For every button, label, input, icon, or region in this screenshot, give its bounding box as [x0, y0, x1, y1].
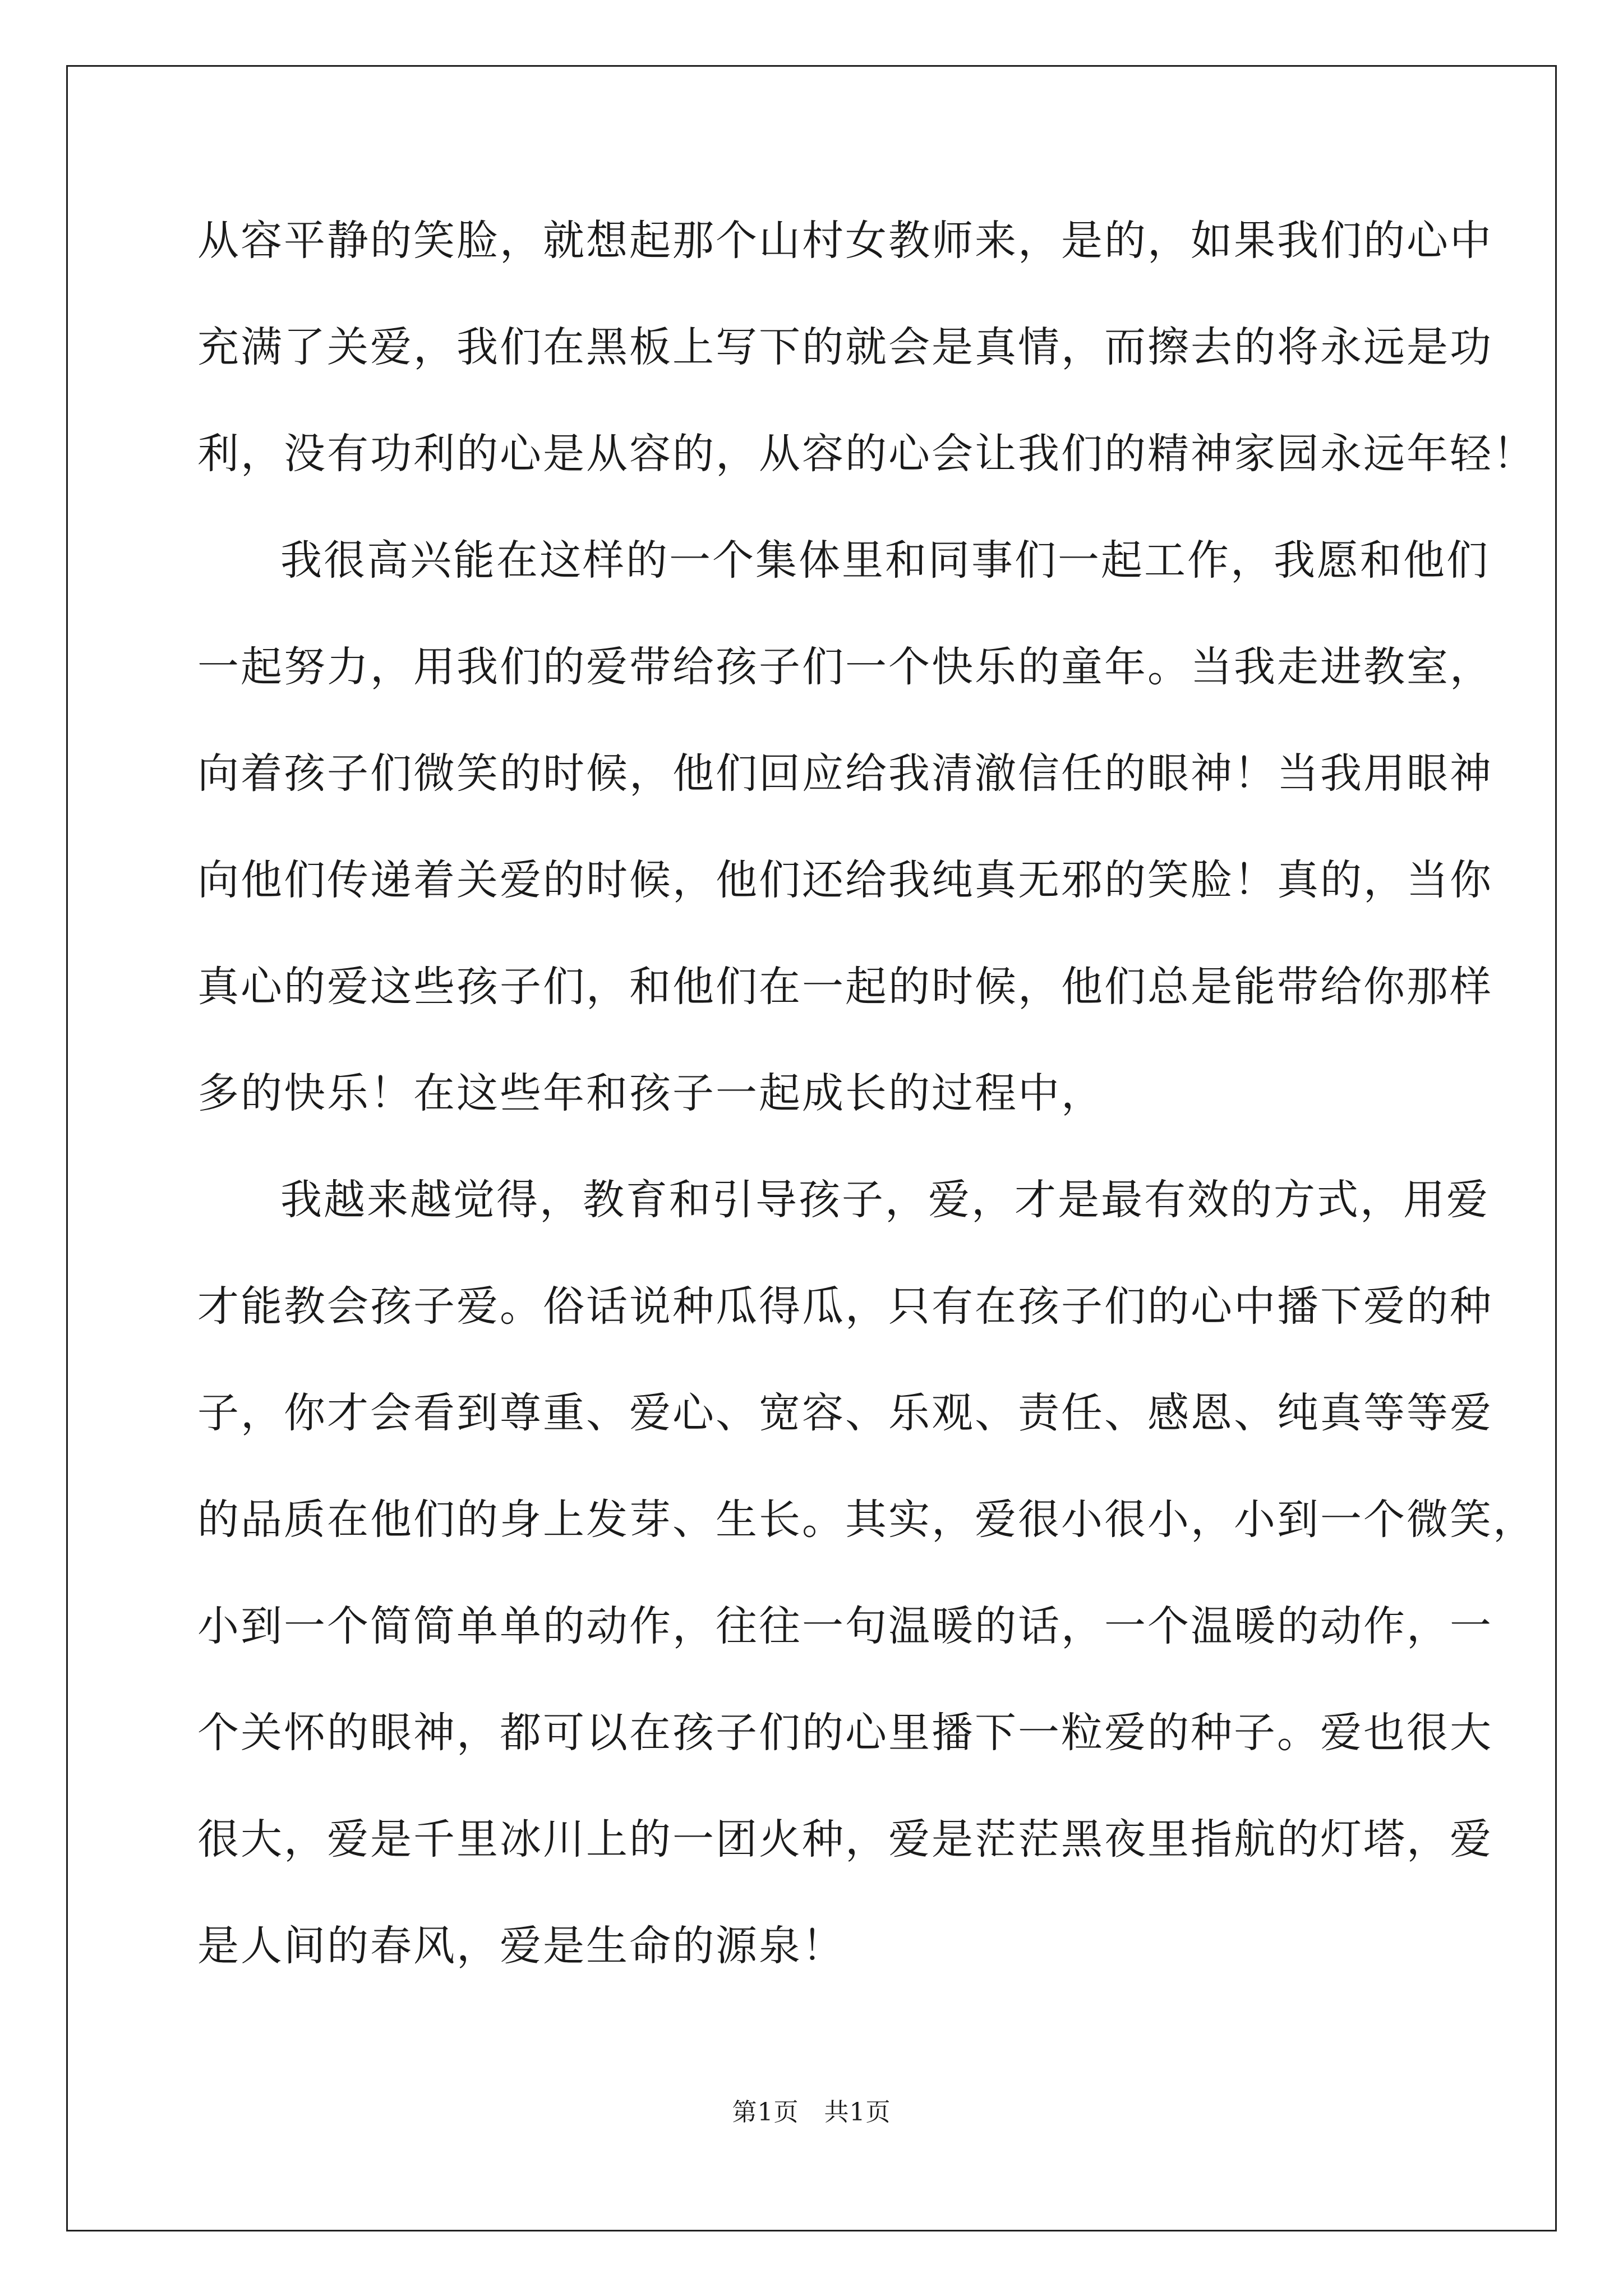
- text-line: 子，你才会看到尊重、爱心、宽容、乐观、责任、感恩、纯真等等爱: [197, 1389, 1493, 1437]
- text-line: 的品质在他们的身上发芽、生长。其实，爱很小很小，小到一个微笑，: [197, 1496, 1536, 1544]
- text-line: 小到一个简简单单的动作，往往一句温暖的话，一个温暖的动作，一: [197, 1602, 1493, 1650]
- paragraph-start-line: 我很高兴能在这样的一个集体里和同事们一起工作，我愿和他们: [280, 536, 1490, 585]
- text-line: 充满了关爱，我们在黑板上写下的就会是真情，而擦去的将永远是功: [197, 323, 1493, 371]
- paragraph-start-line: 我越来越觉得，教育和引导孩子，爱，才是最有效的方式，用爱: [280, 1176, 1490, 1224]
- text-line: 从容平静的笑脸，就想起那个山村女教师来，是的，如果我们的心中: [197, 217, 1493, 265]
- text-line: 个关怀的眼神，都可以在孩子们的心里播下一粒爱的种子。爱也很大: [197, 1709, 1493, 1757]
- document-body: [197, 217, 1536, 1970]
- text-line: 多的快乐！在这些年和孩子一起成长的过程中，: [197, 1069, 1104, 1117]
- text-line: 真心的爱这些孩子们，和他们在一起的时候，他们总是能带给你那样: [197, 963, 1493, 1011]
- text-line: 利，没有功利的心是从容的，从容的心会让我们的精神家园永远年轻！: [197, 430, 1536, 478]
- text-line: 是人间的春风，爱是生命的源泉！: [197, 1922, 845, 1970]
- text-line: 很大，爱是千里冰川上的一团火种，爱是茫茫黑夜里指航的灯塔，爱: [197, 1815, 1493, 1864]
- text-line: 一起努力，用我们的爱带给孩子们一个快乐的童年。当我走进教室，: [197, 643, 1493, 691]
- page-number-footer: 第1页 共1页: [732, 2098, 891, 2127]
- text-line: 向他们传递着关爱的时候，他们还给我纯真无邪的笑脸！真的，当你: [197, 856, 1493, 904]
- text-line: 才能教会孩子爱。俗话说种瓜得瓜，只有在孩子们的心中播下爱的种: [197, 1282, 1493, 1331]
- text-line: 向着孩子们微笑的时候，他们回应给我清澈信任的眼神！当我用眼神: [197, 749, 1493, 798]
